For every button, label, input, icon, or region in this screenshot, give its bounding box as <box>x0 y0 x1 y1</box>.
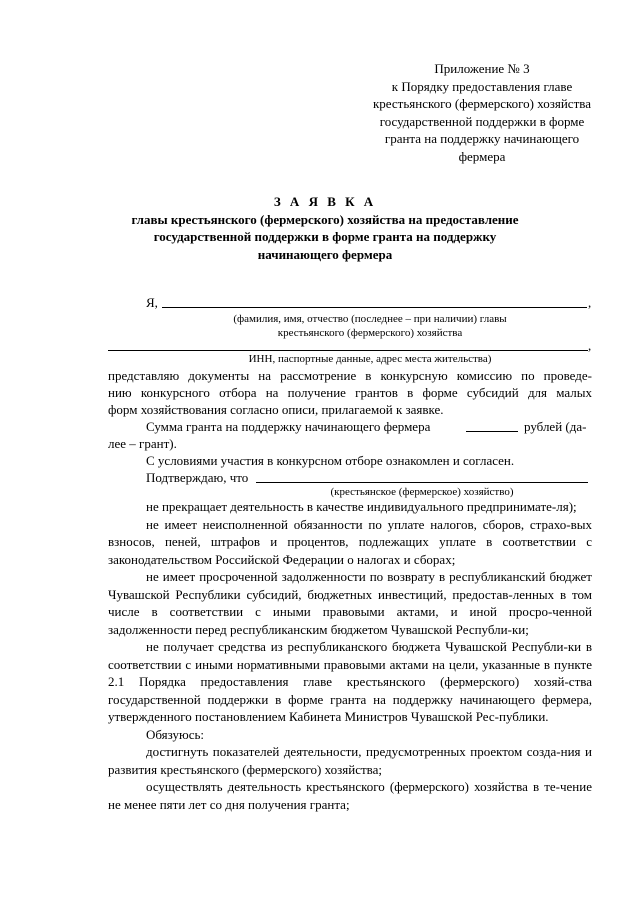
comma: , <box>588 338 592 353</box>
name-caption <box>200 312 540 340</box>
obligation-paragraph: достигнуть показателей деятельности, предусмотренных проектом созда-ния и развития крестьянского (фермерского) хозяйства; <box>108 744 592 777</box>
caption-line: (фамилия, имя, отчество (последнее – при наличии) главы <box>233 313 507 325</box>
comma: , <box>588 295 592 310</box>
grant-sum-blank <box>466 431 518 432</box>
condition-paragraph: не имеет неисполненной обязанности по уплате налогов, сборов, страхо-вых взносов, пеней, штрафов и процентов, подлежащих уплате в соответствии с законодательством Российской Федерации о налогах и сборах; <box>108 516 592 567</box>
appendix-line: государственной поддержки в форме <box>379 113 585 129</box>
inn-blank-line <box>108 350 588 351</box>
farm-blank-line <box>256 482 588 483</box>
name-blank-line <box>162 307 587 308</box>
appendix-header <box>332 60 632 166</box>
body-line: лее – грант). <box>108 436 177 451</box>
grant-sum-suffix: рублей (да- <box>524 419 587 434</box>
document-title <box>100 193 550 263</box>
title-line: главы крестьянского (фермерского) хозяйства на предоставление <box>131 211 519 227</box>
appendix-line: крестьянского (фермерского) хозяйства <box>372 96 591 112</box>
condition-paragraph: не имеет просроченной задолженности по возврату в республиканский бюджет Чувашской Республики субсидий, бюджетных инвестиций, предостав-ленных в том числе в соответствии с иными правовыми актами, и иной просро-ченной задолженности перед республиканским бюджетом Чувашской Республи-ки; <box>108 569 592 637</box>
farm-caption: (крестьянское (фермерское) хозяйство) <box>330 486 514 498</box>
ya-label: Я, <box>146 295 158 310</box>
condition-paragraph: не получает средства из республиканского бюджета Чувашской Республи-ки в соответствии с иными нормативными правовыми актами на цели, указанные в пункте 2.1 Порядка предоставления главе крестьянского (фермерского) хозяй-ства государственной поддержки в форме гранта на поддержку начинающего фермера, утвержденного постановлением Кабинета Министров Чувашской Рес-публики. <box>108 639 592 724</box>
confirm-label: Подтверждаю, что <box>146 470 249 485</box>
body-line: форм хозяйствования согласно описи, прилагаемой к заявке. <box>108 402 444 417</box>
body-line: представляю документы на рассмотрение в конкурсную комиссию по проведе- <box>108 368 592 383</box>
condition-paragraph: не прекращает деятельность в качестве индивидуального предпринимате-ля); <box>146 499 577 514</box>
title-word: З А Я В К А <box>273 194 377 209</box>
conditions-list <box>108 498 592 813</box>
obligation-paragraph: осуществлять деятельность крестьянского (фермерского) хозяйства в те-чение не менее пяти лет со дня получения гранта; <box>108 779 592 812</box>
grant-sum-label: Сумма гранта на поддержку начинающего фермера <box>146 419 431 434</box>
appendix-line: гранта на поддержку начинающего <box>384 131 580 147</box>
caption-line: крестьянского (фермерского) хозяйства <box>277 327 463 339</box>
title-line: государственной поддержки в форме гранта на поддержку <box>153 229 497 244</box>
body-line: С условиями участия в конкурсном отборе ознакомлен и согласен. <box>146 453 515 468</box>
appendix-line: к Порядку предоставления главе <box>391 78 573 94</box>
appendix-line: Приложение № 3 <box>434 61 530 76</box>
title-line: начинающего фермера <box>257 246 393 262</box>
appendix-line: фермера <box>458 148 506 164</box>
obligations-heading: Обязуюсь: <box>146 726 205 742</box>
body-line: нию конкурсного отбора на получение грантов в форме субсидий для малых <box>108 385 592 400</box>
inn-caption: ИНН, паспортные данные, адрес места жительства) <box>248 353 492 365</box>
